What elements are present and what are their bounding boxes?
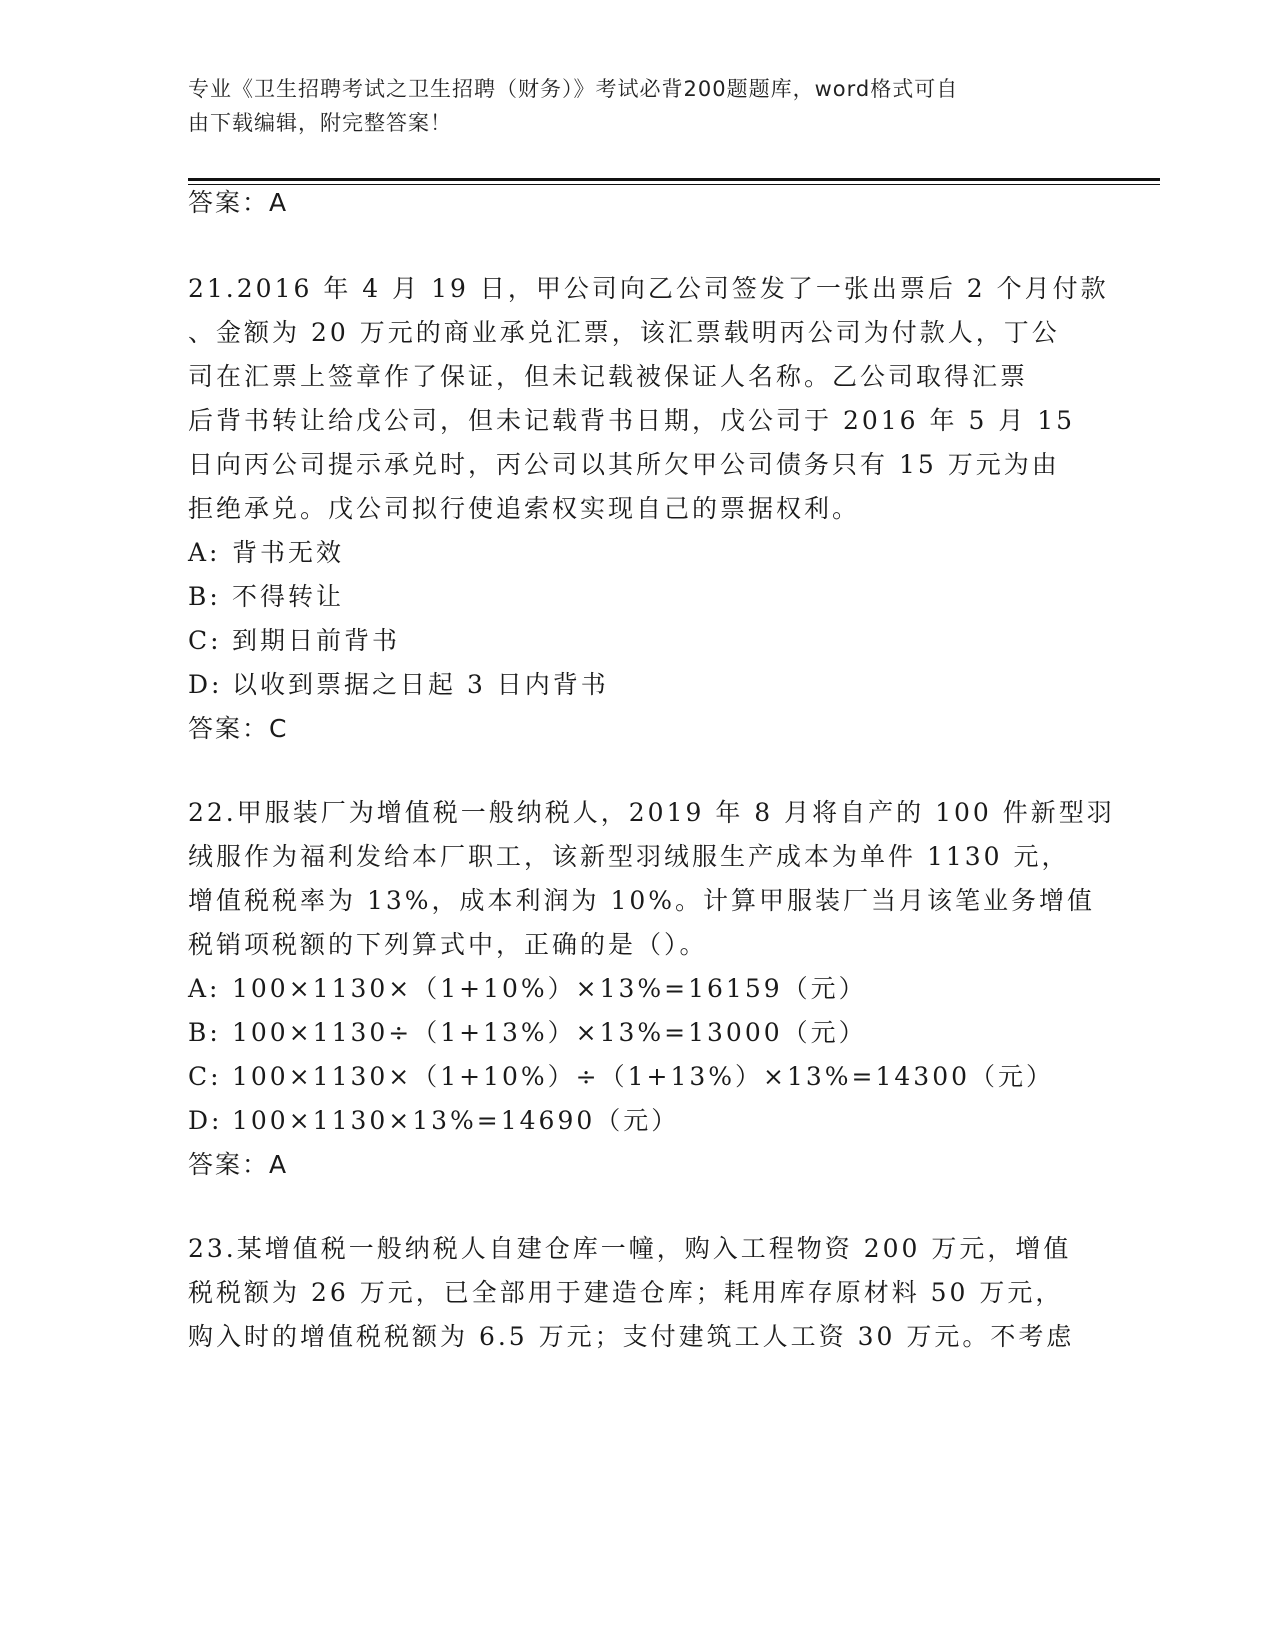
q23-text-line: 税税额为 26 万元，已全部用于建造仓库；耗用库存原材料 50 万元， [188,1278,1064,1307]
q22-option-a [188,972,1088,1006]
option-text: 不得转让 [232,582,345,611]
option-text: 100×1130×13%=14690（元） [232,1106,680,1135]
q22-text-line: 增值税税率为 13%，成本利润为 10%。计算甲服装厂当月该笔业务增值 [188,886,1096,915]
option-label: A: [188,974,221,1003]
option-label: B: [188,1018,221,1047]
q23-text-line: 购入时的增值税税额为 6.5 万元；支付建筑工人工资 30 万元。不考虑 [188,1322,1075,1351]
q22-option-c [188,1060,1088,1094]
q21-option-c [188,624,1088,658]
q21-text-line: 21.2016 年 4 月 19 日，甲公司向乙公司签发了一张出票后 2 个月付款 [188,274,1109,303]
answer-prev: 答案：A [188,188,289,217]
option-text: 背书无效 [232,538,345,567]
q21-option-b [188,580,1088,614]
q21-text-line: 后背书转让给戊公司，但未记载背书日期，戊公司于 2016 年 5 月 15 [188,406,1076,435]
option-label: C: [188,1062,222,1091]
q21-text-line: 司在汇票上签章作了保证，但未记载被保证人名称。乙公司取得汇票 [188,362,1029,391]
option-text: 以收到票据之日起 3 日内背书 [232,670,609,699]
q22-text-line: 税销项税额的下列算式中，正确的是（）。 [188,930,708,959]
option-label: C: [188,626,222,655]
document-header [188,72,1088,140]
q22-option-b [188,1016,1088,1050]
header-line-2: 由下载编辑，附完整答案！ [188,111,452,135]
header-line-1: 专业《卫生招聘考试之卫生招聘（财务）》考试必背200题题库，word格式可自 [188,77,959,101]
option-text: 到期日前背书 [232,626,401,655]
option-text: 100×1130×（1+10%）×13%=16159（元） [232,974,867,1003]
option-label: D: [188,1106,223,1135]
q21-text-line: 日向丙公司提示承兑时，丙公司以其所欠甲公司债务只有 15 万元为由 [188,450,1060,479]
option-text: 100×1130×（1+10%）÷（1+13%）×13%=14300（元） [232,1062,1055,1091]
q21-answer: 答案：C [188,714,289,743]
q22-answer: 答案：A [188,1150,289,1179]
q21-option-d [188,668,1088,702]
header-rule-thick [188,178,1160,181]
q21-text-line: 拒绝承兑。戊公司拟行使追索权实现自己的票据权利。 [188,494,861,523]
q21-option-a [188,536,1088,570]
option-text: 100×1130÷（1+13%）×13%=13000（元） [232,1018,867,1047]
option-label: D: [188,670,223,699]
q22-text-line: 22.甲服装厂为增值税一般纳税人，2019 年 8 月将自产的 100 件新型羽 [188,798,1115,827]
q21-text-line: 、金额为 20 万元的商业承兑汇票，该汇票载明丙公司为付款人，丁公 [188,318,1060,347]
header-rule-thin [188,184,1160,185]
option-label: A: [188,538,221,567]
q22-option-d [188,1104,1088,1138]
q22-text-line: 绒服作为福利发给本厂职工，该新型羽绒服生产成本为单件 1130 元， [188,842,1070,871]
q23-text-line: 23.某增值税一般纳税人自建仓库一幢，购入工程物资 200 万元，增值 [188,1234,1072,1263]
option-label: B: [188,582,221,611]
